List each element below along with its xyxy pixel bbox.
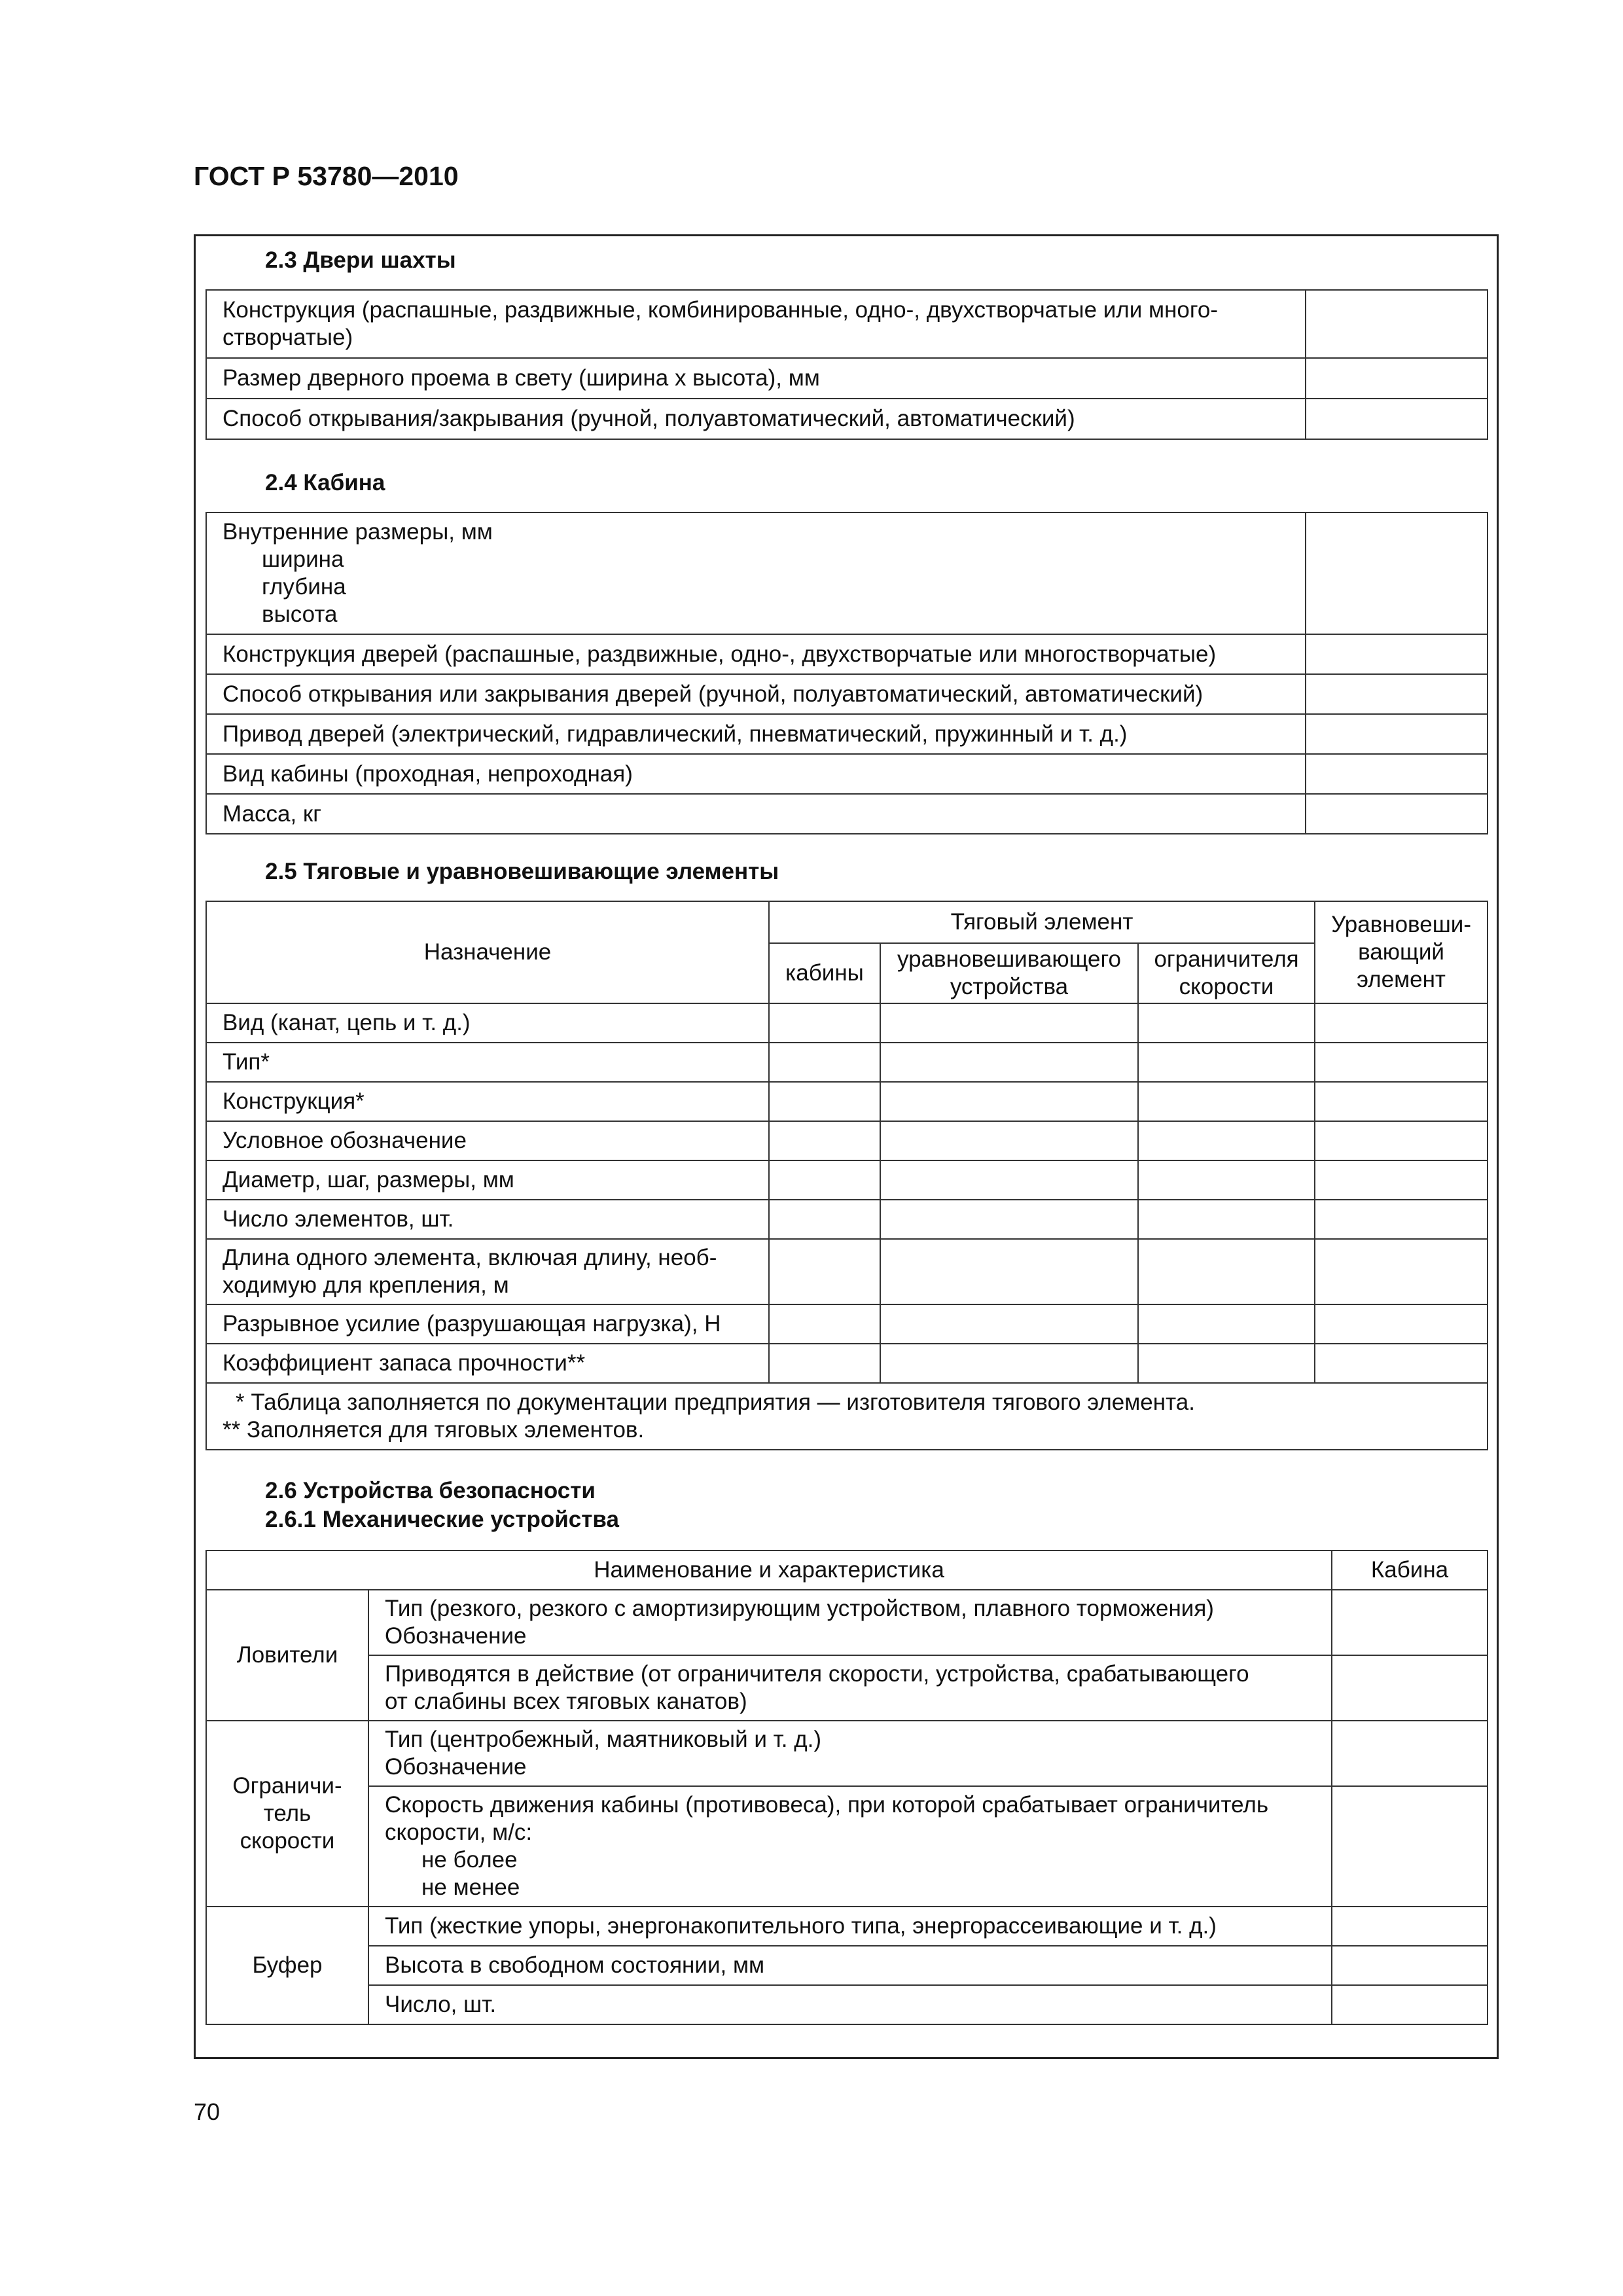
- row-label: Тип (центробежный, маятниковый и т. д.) Обозначение: [368, 1721, 1332, 1786]
- value-cell[interactable]: [1138, 1200, 1315, 1239]
- value-cell[interactable]: [1138, 1239, 1315, 1304]
- value-cell[interactable]: [880, 1121, 1138, 1160]
- table-row: [206, 1590, 1488, 1655]
- header-row: [206, 901, 1488, 943]
- row-label: Диаметр, шаг, размеры, мм: [206, 1160, 769, 1200]
- value-cell[interactable]: [1138, 1121, 1315, 1160]
- footnotes-cell: [206, 1383, 1488, 1450]
- speed-limiter-label: Ограничи- тель скорости: [206, 1721, 368, 1907]
- row-label: Конструкция дверей (распашные, раздвижные, одно-, двухстворчатые или многостворчатые): [206, 634, 1306, 674]
- speed-limiter-header: ограничителя скорости: [1138, 943, 1315, 1003]
- value-cell[interactable]: [1138, 1160, 1315, 1200]
- value-cell[interactable]: [1332, 1907, 1488, 1946]
- cabin-table: [205, 512, 1488, 834]
- table-row: [206, 1344, 1488, 1383]
- cabin-header: кабины: [769, 943, 880, 1003]
- table-row: [206, 714, 1488, 754]
- row-label: Приводятся в действие (от ограничителя скорости, устройства, срабатывающего от слабины всех тяговых канатов): [368, 1655, 1332, 1721]
- row-label: Способ открывания или закрывания дверей (ручной, полуавтоматический, автоматический): [206, 674, 1306, 714]
- footnote: * Таблица заполняется по документации предприятия — изготовителя тягового элемента.: [236, 1390, 1195, 1415]
- traction-header: Тяговый элемент: [769, 901, 1315, 943]
- table-row: [206, 674, 1488, 714]
- table-row: [206, 1160, 1488, 1200]
- value-cell[interactable]: [1306, 674, 1488, 714]
- header-row: [206, 1551, 1488, 1590]
- section-2-4-title: 2.4 Кабина: [265, 470, 385, 495]
- value-cell[interactable]: [1138, 1003, 1315, 1043]
- row-label: Разрывное усилие (разрушающая нагрузка), Н: [206, 1304, 769, 1344]
- table-row: [206, 1043, 1488, 1082]
- value-cell[interactable]: [1138, 1043, 1315, 1082]
- shaft-doors-table: [205, 289, 1488, 440]
- value-cell[interactable]: [769, 1043, 880, 1082]
- traction-elements-table: [205, 901, 1488, 1450]
- value-cell[interactable]: [769, 1239, 880, 1304]
- row-label: Коэффициент запаса прочности**: [206, 1344, 769, 1383]
- value-cell[interactable]: [1306, 358, 1488, 399]
- row-label: Способ открывания/закрывания (ручной, полуавтоматический, автоматический): [206, 399, 1306, 439]
- row-label: Вид кабины (проходная, непроходная): [206, 754, 1306, 794]
- row-label: Масса, кг: [206, 794, 1306, 834]
- value-cell[interactable]: [1332, 1946, 1488, 1985]
- value-cell[interactable]: [769, 1344, 880, 1383]
- row-label: Размер дверного проема в свету (ширина х высота), мм: [206, 358, 1306, 399]
- value-cell[interactable]: [1332, 1985, 1488, 2024]
- value-cell[interactable]: [1332, 1786, 1488, 1907]
- table-row: [206, 794, 1488, 834]
- value-cell[interactable]: [880, 1200, 1138, 1239]
- value-cell[interactable]: [880, 1160, 1138, 1200]
- value-cell[interactable]: [769, 1082, 880, 1121]
- value-cell[interactable]: [880, 1344, 1138, 1383]
- table-row: [206, 512, 1488, 634]
- balancing-element-header: Уравновеши- вающий элемент: [1315, 901, 1488, 1003]
- value-cell[interactable]: [880, 1082, 1138, 1121]
- row-label: Скорость движения кабины (противовеса), при которой срабатывает ограничитель скорости, м/с: не более не менее: [368, 1786, 1332, 1907]
- value-cell[interactable]: [1138, 1082, 1315, 1121]
- row-label: Тип (резкого, резкого с амортизирующим устройством, плавного торможения) Обозначение: [368, 1590, 1332, 1655]
- value-cell[interactable]: [769, 1003, 880, 1043]
- table-row: [206, 290, 1488, 358]
- table-row: [206, 1304, 1488, 1344]
- buffer-label: Буфер: [206, 1907, 368, 2024]
- safety-devices-table: [205, 1550, 1488, 2025]
- value-cell[interactable]: [1138, 1304, 1315, 1344]
- table-row: [206, 1121, 1488, 1160]
- table-row: [206, 1985, 1488, 2024]
- page-number: 70: [194, 2098, 221, 2125]
- value-cell[interactable]: [1315, 1003, 1488, 1043]
- table-row: [206, 1907, 1488, 1946]
- table-row: [206, 399, 1488, 439]
- value-cell[interactable]: [880, 1003, 1138, 1043]
- balancing-device-header: уравновешивающего устройства: [880, 943, 1138, 1003]
- value-cell[interactable]: [1315, 1304, 1488, 1344]
- table-row: [206, 358, 1488, 399]
- row-label: Высота в свободном состоянии, мм: [368, 1946, 1332, 1985]
- value-cell[interactable]: [769, 1304, 880, 1344]
- table-row: [206, 754, 1488, 794]
- value-cell[interactable]: [1306, 794, 1488, 834]
- table-footnotes: [206, 1383, 1488, 1450]
- value-cell[interactable]: [1138, 1344, 1315, 1383]
- row-label: Число элементов, шт.: [206, 1200, 769, 1239]
- value-cell[interactable]: [880, 1304, 1138, 1344]
- cabin-header: Кабина: [1332, 1551, 1488, 1590]
- value-cell[interactable]: [769, 1200, 880, 1239]
- row-label: Конструкция*: [206, 1082, 769, 1121]
- table-row: [206, 1003, 1488, 1043]
- value-cell[interactable]: [1332, 1721, 1488, 1786]
- name-header: Наименование и характеристика: [206, 1551, 1332, 1590]
- row-label: Тип (жесткие упоры, энергонакопительного типа, энергорассеивающие и т. д.): [368, 1907, 1332, 1946]
- value-cell[interactable]: [1315, 1344, 1488, 1383]
- section-2-6-title: 2.6 Устройства безопасности: [265, 1478, 596, 1503]
- value-cell[interactable]: [1306, 714, 1488, 754]
- value-cell[interactable]: [1315, 1160, 1488, 1200]
- value-cell[interactable]: [1306, 399, 1488, 439]
- value-cell[interactable]: [1315, 1239, 1488, 1304]
- section-2-5-title: 2.5 Тяговые и уравновешивающие элементы: [265, 859, 779, 884]
- document-code: ГОСТ Р 53780—2010: [194, 161, 459, 191]
- value-cell[interactable]: [1315, 1200, 1488, 1239]
- row-label: Вид (канат, цепь и т. д.): [206, 1003, 769, 1043]
- value-cell[interactable]: [769, 1121, 880, 1160]
- value-cell[interactable]: [1306, 754, 1488, 794]
- table-row: [206, 634, 1488, 674]
- catchers-label: Ловители: [206, 1590, 368, 1721]
- value-cell[interactable]: [880, 1043, 1138, 1082]
- value-cell[interactable]: [769, 1160, 880, 1200]
- row-label: Привод дверей (электрический, гидравлический, пневматический, пружинный и т. д.): [206, 714, 1306, 754]
- table-row: [206, 1239, 1488, 1304]
- row-label: Число, шт.: [368, 1985, 1332, 2024]
- row-label: Тип*: [206, 1043, 769, 1082]
- value-cell[interactable]: [1315, 1082, 1488, 1121]
- table-row: [206, 1946, 1488, 1985]
- section-2-6-1-title: 2.6.1 Механические устройства: [265, 1507, 619, 1532]
- footnote: ** Заполняется для тяговых элементов.: [223, 1417, 645, 1443]
- row-label: Внутренние размеры, мм ширина глубина высота: [206, 512, 1306, 634]
- purpose-header: Назначение: [206, 901, 769, 1003]
- table-row: [206, 1200, 1488, 1239]
- value-cell[interactable]: [1315, 1043, 1488, 1082]
- value-cell[interactable]: [1332, 1590, 1488, 1655]
- value-cell[interactable]: [1332, 1655, 1488, 1721]
- value-cell[interactable]: [1306, 290, 1488, 358]
- section-2-3-title: 2.3 Двери шахты: [265, 247, 456, 273]
- table-row: [206, 1786, 1488, 1907]
- value-cell[interactable]: [880, 1239, 1138, 1304]
- table-row: [206, 1655, 1488, 1721]
- value-cell[interactable]: [1306, 512, 1488, 634]
- value-cell[interactable]: [1306, 634, 1488, 674]
- table-row: [206, 1082, 1488, 1121]
- row-label: Условное обозначение: [206, 1121, 769, 1160]
- table-row: [206, 1721, 1488, 1786]
- row-label: Конструкция (распашные, раздвижные, комбинированные, одно-, двухстворчатые или много- створчатые): [206, 290, 1306, 358]
- row-label: Длина одного элемента, включая длину, необ- ходимую для крепления, м: [206, 1239, 769, 1304]
- value-cell[interactable]: [1315, 1121, 1488, 1160]
